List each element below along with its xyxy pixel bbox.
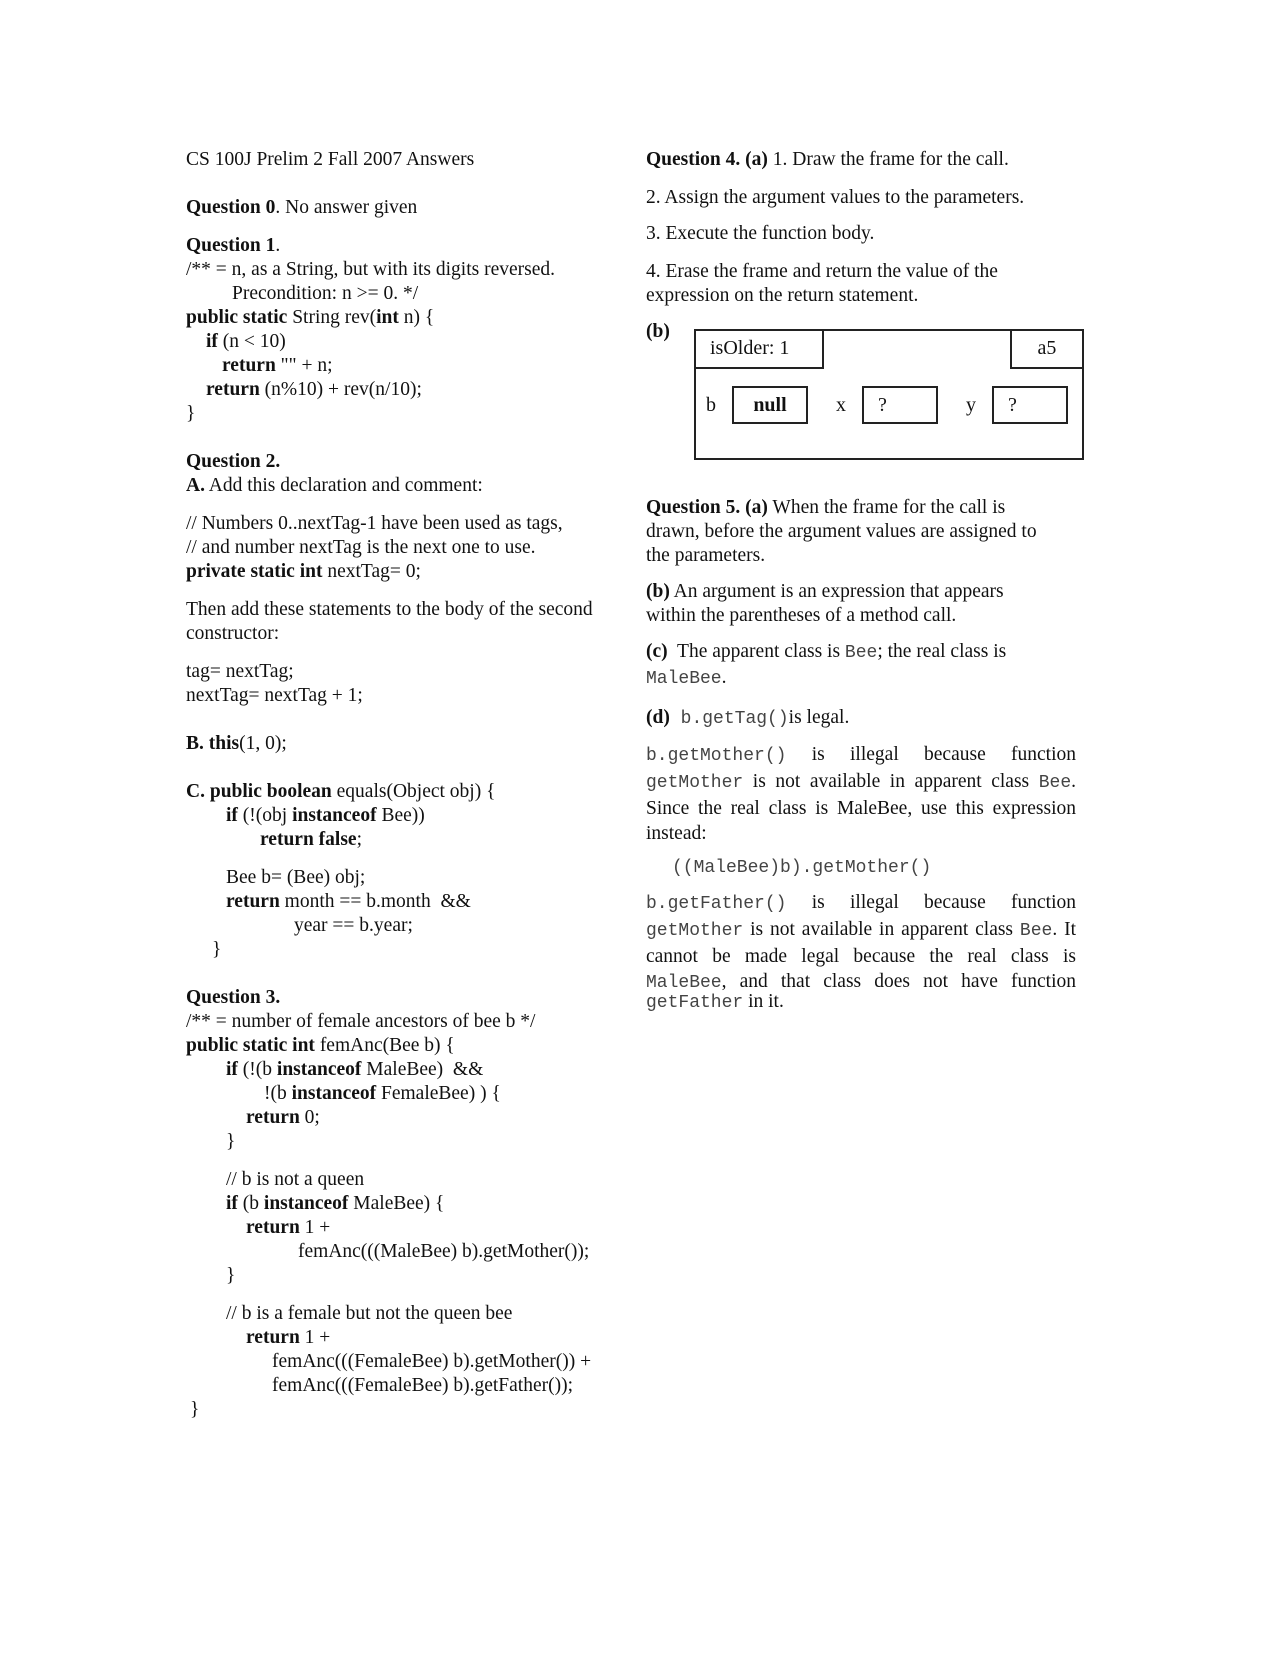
question-5-a-1: Question 5. (a) When the frame for the call is — [646, 497, 1006, 518]
q3-close-1: } — [226, 1131, 236, 1152]
q3-comment: /** = number of female ancestors of bee b */ — [186, 1011, 536, 1032]
q4-step-2: 2. Assign the argument values to the parameters. — [646, 187, 1025, 208]
q1-return-1: return "" + n; — [222, 355, 333, 376]
q2-part-b: B. this(1, 0); — [186, 733, 287, 754]
q2-c-year: year == b.year; — [294, 915, 413, 936]
q2-part-a: A. Add this declaration and comment: — [186, 475, 483, 496]
q5-c-2: MaleBee. — [646, 667, 727, 689]
page-header: CS 100J Prelim 2 Fall 2007 Answers — [186, 149, 475, 170]
q2-then-line-2: constructor: — [186, 623, 280, 644]
q4-step-3: 3. Execute the function body. — [646, 223, 875, 244]
q5-c-1: (c) The apparent class is Bee; the real class is — [646, 641, 1007, 663]
q3-if-1-cont: !(b instanceof FemaleBee) ) { — [264, 1083, 501, 1104]
q4-step-4a: 4. Erase the frame and return the value of the — [646, 261, 998, 282]
q2-c-close: } — [212, 939, 222, 960]
q5-a-3: the parameters. — [646, 545, 766, 566]
q2-part-c-signature: C. public boolean equals(Object obj) { — [186, 781, 496, 802]
q3-femanc-male: femAnc(((MaleBee) b).getMother()); — [298, 1241, 590, 1262]
q2-statement-1: tag= nextTag; — [186, 661, 294, 682]
q4-part-b-label: (b) — [646, 321, 670, 342]
q3-if-1: if (!(b instanceof MaleBee) && — [226, 1059, 484, 1080]
q5-a-2: drawn, before the argument values are assigned to — [646, 521, 1037, 542]
q2-statement-2: nextTag= nextTag + 1; — [186, 685, 363, 706]
q5-mother-para: b.getMother() is illegal because function getMother is not available in apparent class Bee. Since the real class is MaleBee, use this expression instead: — [646, 744, 1077, 844]
param-x-name: x — [836, 394, 846, 416]
param-b-name: b — [706, 394, 716, 416]
q3-if-2: if (b instanceof MaleBee) { — [226, 1193, 445, 1214]
q3-femanc-father: femAnc(((FemaleBee) b).getFather()); — [272, 1375, 574, 1396]
param-x-value: ? — [862, 386, 938, 424]
q1-signature: public static String rev(int n) { — [186, 307, 435, 328]
q3-signature: public static int femAnc(Bee b) { — [186, 1035, 455, 1056]
q5-father-last-line: getFather in it. — [646, 991, 784, 1013]
param-b-value: null — [732, 386, 808, 424]
q1-return-2: return (n%10) + rev(n/10); — [206, 379, 422, 400]
q3-final-close: } — [190, 1399, 200, 1420]
q3-comment-female: // b is a female but not the queen bee — [226, 1303, 513, 1324]
q5-d: (d) b.getTag()is legal. — [646, 707, 850, 729]
question-2-title: Question 2. — [186, 451, 281, 472]
q2-c-if: if (!(obj instanceof Bee)) — [226, 805, 425, 826]
q1-comment-line-2: Precondition: n >= 0. */ — [232, 283, 419, 304]
param-y-name: y — [966, 394, 976, 416]
q1-close-brace: } — [186, 403, 196, 424]
call-frame — [694, 329, 1084, 460]
q5-father-para: b.getFather() is illegal because function getMother is not available in apparent class Bee. It cannot be made legal because the real class is MaleBee, and that class does not have function — [646, 892, 1076, 993]
frame-method-name: isOlder: 1 — [694, 329, 824, 369]
q1-comment-line-1: /** = n, as a String, but with its digits reversed. — [186, 259, 556, 280]
q1-if: if (n < 10) — [206, 331, 286, 352]
q2-comment-1: // Numbers 0..nextTag-1 have been used as tags, — [186, 513, 563, 534]
q2-c-return: return month == b.month && — [226, 891, 471, 912]
q2-c-cast: Bee b= (Bee) obj; — [226, 867, 366, 888]
q3-comment-not-queen: // b is not a queen — [226, 1169, 365, 1190]
q3-close-2: } — [226, 1265, 236, 1286]
q5-b-2: within the parentheses of a method call. — [646, 605, 957, 626]
q3-return-0: return 0; — [246, 1107, 320, 1128]
frame-scope-box: a5 — [1010, 329, 1084, 369]
q3-return-2: return 1 + — [246, 1327, 331, 1348]
q2-comment-2: // and number nextTag is the next one to use. — [186, 537, 536, 558]
q2-c-return-false: return false; — [260, 829, 362, 850]
param-y-value: ? — [992, 386, 1068, 424]
question-3-title: Question 3. — [186, 987, 281, 1008]
q5-mother-expression: ((MaleBee)b).getMother() — [672, 858, 932, 878]
q2-declaration: private static int nextTag= 0; — [186, 561, 421, 582]
q5-b-1: (b) An argument is an expression that appears — [646, 581, 1004, 602]
q4-step-4b: expression on the return statement. — [646, 285, 919, 306]
question-4-a-1: Question 4. (a) 1. Draw the frame for the call. — [646, 149, 1009, 170]
question-0: Question 0. No answer given — [186, 197, 418, 218]
q3-femanc-mother: femAnc(((FemaleBee) b).getMother()) + — [272, 1351, 592, 1372]
q2-then-line-1: Then add these statements to the body of the second — [186, 599, 593, 620]
q3-return-1: return 1 + — [246, 1217, 331, 1238]
question-1-title: Question 1. — [186, 235, 281, 256]
